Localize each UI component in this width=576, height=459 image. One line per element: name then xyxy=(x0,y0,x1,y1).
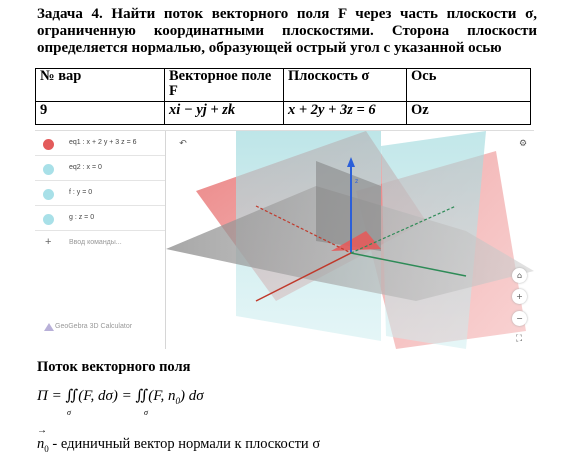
geogebra-logo-icon xyxy=(44,323,54,331)
brand-label: GeoGebra 3D Calculator xyxy=(55,323,133,330)
visibility-dot[interactable] xyxy=(43,164,54,175)
flux-heading: Поток векторного поля xyxy=(37,359,191,375)
algebra-row-text: f : y = 0 xyxy=(69,189,93,196)
normal-footnote xyxy=(37,436,320,454)
header-variant: № вар xyxy=(36,69,165,102)
normal-vector: → n xyxy=(37,436,44,453)
algebra-row-g[interactable] xyxy=(35,206,165,231)
algebra-row-text: g : z = 0 xyxy=(69,214,95,221)
cell-plane: x + 2y + 3z = 6 xyxy=(284,102,407,125)
flux-formula xyxy=(37,386,204,417)
algebra-row-eq2[interactable] xyxy=(35,156,165,181)
visibility-dot[interactable] xyxy=(43,214,54,225)
variant-table xyxy=(35,68,531,125)
input-bar[interactable] xyxy=(35,231,165,255)
algebra-row-text: eq1 : x + 2 y + 3 z = 6 xyxy=(69,139,137,146)
footnote-text: - единичный вектор нормали к плоскости σ xyxy=(48,436,321,452)
sigma-sub-1: σ xyxy=(67,408,71,417)
algebra-row-eq1[interactable] xyxy=(35,131,165,156)
algebra-panel xyxy=(35,131,166,349)
formula-part1: (F, dσ) = ∬ xyxy=(78,388,149,404)
task-statement: Задача 4. Найти поток векторного поля F через часть плоскости σ, ограниченную координатными плоскостями. Сторона плоскости определяется нормалью, образующей острый угол с указанной осью xyxy=(37,6,537,56)
axis-z-label: z xyxy=(355,178,359,185)
home-icon[interactable]: ⌂ xyxy=(512,268,527,283)
cell-variant: 9 xyxy=(36,102,165,125)
header-plane: Плоскость σ xyxy=(284,69,407,102)
header-axis: Ось xyxy=(407,69,531,102)
geogebra-screenshot xyxy=(35,130,534,349)
normal-sub: 0 xyxy=(44,443,49,454)
visibility-dot[interactable] xyxy=(43,139,54,150)
input-placeholder: Ввод команды... xyxy=(69,239,122,246)
graphics-3d-view[interactable] xyxy=(166,131,534,349)
formula-sub: 0 xyxy=(175,396,180,406)
zoom-out-icon[interactable]: − xyxy=(512,311,527,326)
algebra-row-f[interactable] xyxy=(35,181,165,206)
zoom-in-icon[interactable]: + xyxy=(512,289,527,304)
header-field: Векторное поле F xyxy=(165,69,284,102)
formula-end: ) dσ xyxy=(179,388,204,404)
cell-field: xi − yj + zk xyxy=(165,102,284,125)
formula-lhs: Π = ∬ xyxy=(37,388,79,404)
scene-3d xyxy=(166,131,534,349)
undo-icon[interactable]: ↶ xyxy=(179,139,187,149)
formula-part2: (F, n xyxy=(148,388,176,404)
sigma-sub-2: σ xyxy=(144,408,148,417)
fullscreen-icon[interactable]: ⛶ xyxy=(515,334,523,344)
plus-icon: + xyxy=(45,236,52,248)
visibility-dot[interactable] xyxy=(43,189,54,200)
gear-icon[interactable]: ⚙ xyxy=(518,139,528,149)
cell-axis: Oz xyxy=(407,102,531,125)
algebra-row-text: eq2 : x = 0 xyxy=(69,164,102,171)
